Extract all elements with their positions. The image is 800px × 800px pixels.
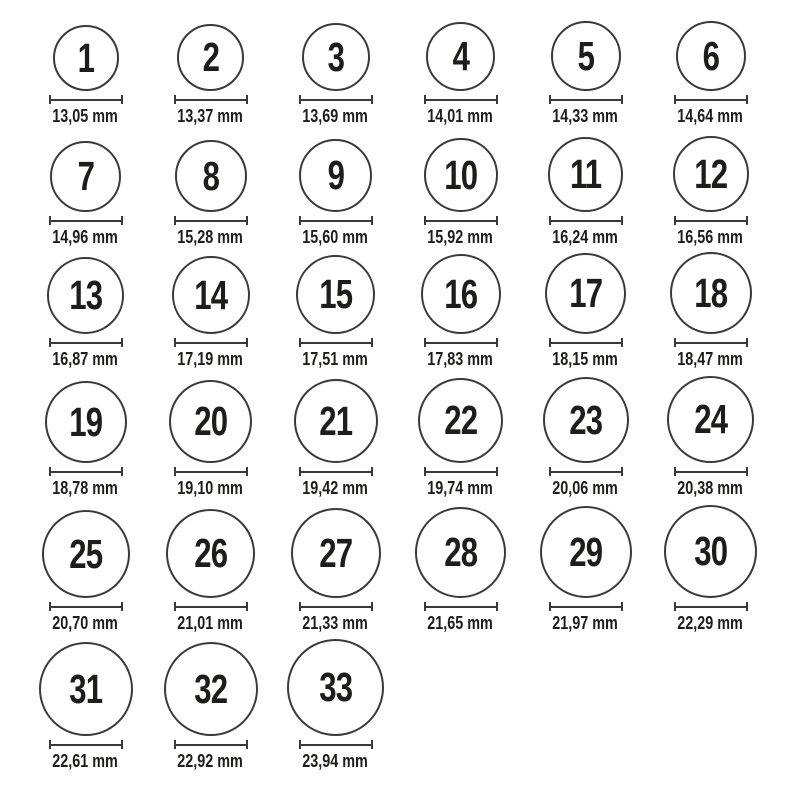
ring-size-item (415, 507, 506, 632)
diameter-ruler (549, 467, 623, 476)
ring-circle (42, 510, 130, 598)
ring-size-item (540, 506, 632, 632)
ring-size-number: 25 (68, 530, 103, 577)
ring-size-number: 9 (327, 152, 344, 198)
ring-size-number: 7 (77, 153, 94, 199)
diameter-label: 15,28 mm (177, 227, 244, 247)
ring-circle (543, 377, 629, 463)
ring-size-number: 23 (568, 396, 603, 443)
ring-size-number: 16 (443, 270, 478, 317)
diameter-label: 22,29 mm (677, 613, 744, 633)
ring-size-item (669, 21, 751, 125)
ring-circle (540, 506, 632, 598)
ring-circle (545, 253, 626, 334)
ring-size-number: 19 (68, 398, 103, 445)
ring-circle (169, 380, 252, 463)
ring-circle (45, 381, 127, 463)
diameter-label: 18,15 mm (552, 349, 619, 369)
ring-size-item (294, 255, 376, 368)
diameter-label: 13,69 mm (302, 106, 369, 126)
diameter-ruler (174, 602, 248, 611)
ring-size-item (294, 379, 378, 497)
ring-size-number: 32 (193, 665, 228, 712)
ring-circle (177, 24, 244, 91)
ring-circle (164, 642, 258, 736)
diameter-ruler (424, 216, 498, 225)
ring-size-item (669, 136, 751, 246)
diameter-label: 19,10 mm (177, 478, 244, 498)
ring-size-number: 22 (443, 397, 478, 443)
diameter-label: 17,51 mm (302, 349, 369, 369)
ring-size-number: 13 (68, 272, 103, 318)
ring-circle (47, 257, 124, 334)
ring-circle (39, 642, 133, 736)
ring-size-item (418, 378, 503, 497)
ring-size-number: 11 (569, 151, 602, 197)
ring-size-number: 27 (318, 529, 353, 576)
ring-circle (166, 509, 255, 598)
ring-size-item (44, 381, 126, 497)
diameter-label: 14,33 mm (552, 106, 619, 126)
diameter-ruler (174, 95, 248, 104)
diameter-ruler (549, 95, 623, 104)
diameter-ruler (174, 740, 248, 749)
ring-size-number: 3 (327, 33, 344, 80)
diameter-ruler (299, 216, 373, 225)
ring-size-item (42, 510, 130, 632)
diameter-label: 20,38 mm (677, 478, 744, 498)
diameter-ruler (424, 95, 498, 104)
ring-size-item (419, 138, 501, 246)
ring-circle (294, 379, 378, 463)
diameter-label: 21,33 mm (302, 613, 369, 633)
diameter-ruler (674, 602, 748, 611)
diameter-label: 16,56 mm (677, 227, 744, 247)
diameter-label: 18,78 mm (52, 478, 119, 498)
diameter-label: 22,61 mm (52, 751, 119, 771)
ring-circle (291, 508, 381, 598)
ring-size-item (287, 639, 384, 770)
ring-size-number: 31 (68, 665, 103, 712)
diameter-label: 18,47 mm (677, 349, 744, 369)
ring-size-item (419, 254, 501, 368)
ring-size-item (44, 141, 126, 246)
diameter-ruler (49, 216, 123, 225)
ring-circle (670, 252, 752, 334)
diameter-ruler (549, 216, 623, 225)
diameter-label: 22,92 mm (177, 751, 244, 771)
ring-size-item (291, 508, 381, 632)
diameter-ruler (424, 602, 498, 611)
ring-size-item (669, 252, 751, 368)
diameter-ruler (299, 602, 373, 611)
ring-circle (664, 505, 757, 598)
diameter-label: 14,64 mm (677, 106, 744, 126)
ring-size-item (44, 25, 126, 125)
diameter-ruler (424, 338, 498, 347)
ring-size-number: 15 (318, 271, 353, 317)
ring-size-number: 5 (577, 32, 594, 79)
ring-circle (418, 378, 503, 463)
ring-circle (50, 141, 121, 212)
diameter-ruler (49, 467, 123, 476)
ring-size-number: 26 (193, 530, 228, 576)
ring-size-item (543, 377, 629, 497)
ring-size-chart (23, 0, 773, 770)
diameter-label: 20,70 mm (52, 613, 119, 633)
diameter-label: 19,42 mm (302, 478, 369, 498)
diameter-label: 16,87 mm (52, 349, 119, 369)
ring-size-number: 18 (693, 269, 728, 316)
diameter-label: 21,65 mm (427, 613, 494, 633)
ring-size-item (169, 24, 251, 125)
diameter-ruler (49, 602, 123, 611)
diameter-label: 15,92 mm (427, 227, 494, 247)
diameter-label: 15,60 mm (302, 227, 369, 247)
diameter-label: 13,05 mm (52, 106, 119, 126)
diameter-label: 17,83 mm (427, 349, 494, 369)
ring-size-item (544, 253, 626, 368)
ring-circle (667, 376, 754, 463)
diameter-label: 17,19 mm (177, 349, 244, 369)
ring-circle (426, 22, 495, 91)
diameter-ruler (299, 95, 373, 104)
ring-circle (287, 639, 384, 736)
ring-circle (424, 138, 498, 212)
diameter-ruler (49, 740, 123, 749)
diameter-ruler (549, 602, 623, 611)
diameter-label: 21,97 mm (552, 613, 619, 633)
ring-circle (676, 21, 746, 91)
ring-circle (415, 507, 506, 598)
ring-size-item (294, 139, 376, 246)
ring-size-number: 2 (202, 34, 219, 80)
ring-circle (172, 256, 250, 334)
ring-size-number: 8 (202, 152, 219, 199)
diameter-ruler (299, 467, 373, 476)
diameter-ruler (674, 216, 748, 225)
ring-size-item (294, 23, 376, 125)
ring-size-number: 17 (568, 270, 603, 316)
ring-size-item (544, 137, 626, 246)
ring-size-number: 21 (318, 397, 353, 444)
ring-circle (421, 254, 501, 334)
diameter-ruler (424, 467, 498, 476)
ring-size-number: 30 (693, 528, 728, 574)
ring-size-item (667, 376, 754, 497)
ring-size-item (169, 380, 252, 497)
ring-size-item (664, 505, 757, 632)
ring-circle (299, 139, 372, 212)
ring-circle (548, 137, 623, 212)
ring-size-number: 12 (693, 150, 728, 197)
ring-size-item (544, 21, 626, 125)
diameter-ruler (674, 338, 748, 347)
ring-size-item (39, 642, 133, 770)
ring-size-number: 6 (702, 32, 719, 79)
diameter-label: 19,74 mm (427, 478, 494, 498)
ring-circle (673, 136, 749, 212)
ring-size-item (169, 140, 251, 246)
diameter-ruler (674, 467, 748, 476)
ring-size-number: 29 (568, 528, 603, 575)
diameter-label: 13,37 mm (177, 106, 244, 126)
ring-size-item (166, 509, 255, 632)
ring-size-number: 33 (318, 664, 353, 710)
ring-circle (175, 140, 247, 212)
ring-size-number: 1 (77, 34, 94, 81)
diameter-ruler (299, 338, 373, 347)
ring-circle (302, 23, 370, 91)
ring-size-number: 4 (452, 33, 469, 79)
ring-circle (551, 21, 621, 91)
diameter-label: 23,94 mm (302, 751, 369, 771)
ring-size-number: 10 (443, 151, 478, 198)
ring-size-item (44, 257, 126, 368)
ring-size-item (164, 642, 258, 770)
ring-size-number: 28 (443, 529, 478, 575)
diameter-ruler (49, 338, 123, 347)
diameter-ruler (49, 95, 123, 104)
diameter-label: 14,01 mm (427, 106, 494, 126)
ring-size-number: 24 (693, 396, 728, 442)
diameter-ruler (674, 95, 748, 104)
ring-circle (53, 25, 119, 91)
diameter-label: 14,96 mm (52, 227, 119, 247)
diameter-label: 21,01 mm (177, 613, 244, 633)
diameter-ruler (174, 216, 248, 225)
diameter-label: 16,24 mm (552, 227, 619, 247)
diameter-ruler (174, 467, 248, 476)
ring-circle (296, 255, 375, 334)
diameter-label: 20,06 mm (552, 478, 619, 498)
ring-size-number: 14 (193, 271, 228, 318)
ring-size-item (419, 22, 501, 125)
diameter-ruler (299, 740, 373, 749)
diameter-ruler (549, 338, 623, 347)
ring-size-item (169, 256, 251, 368)
diameter-ruler (174, 338, 248, 347)
ring-size-number: 20 (193, 398, 228, 444)
